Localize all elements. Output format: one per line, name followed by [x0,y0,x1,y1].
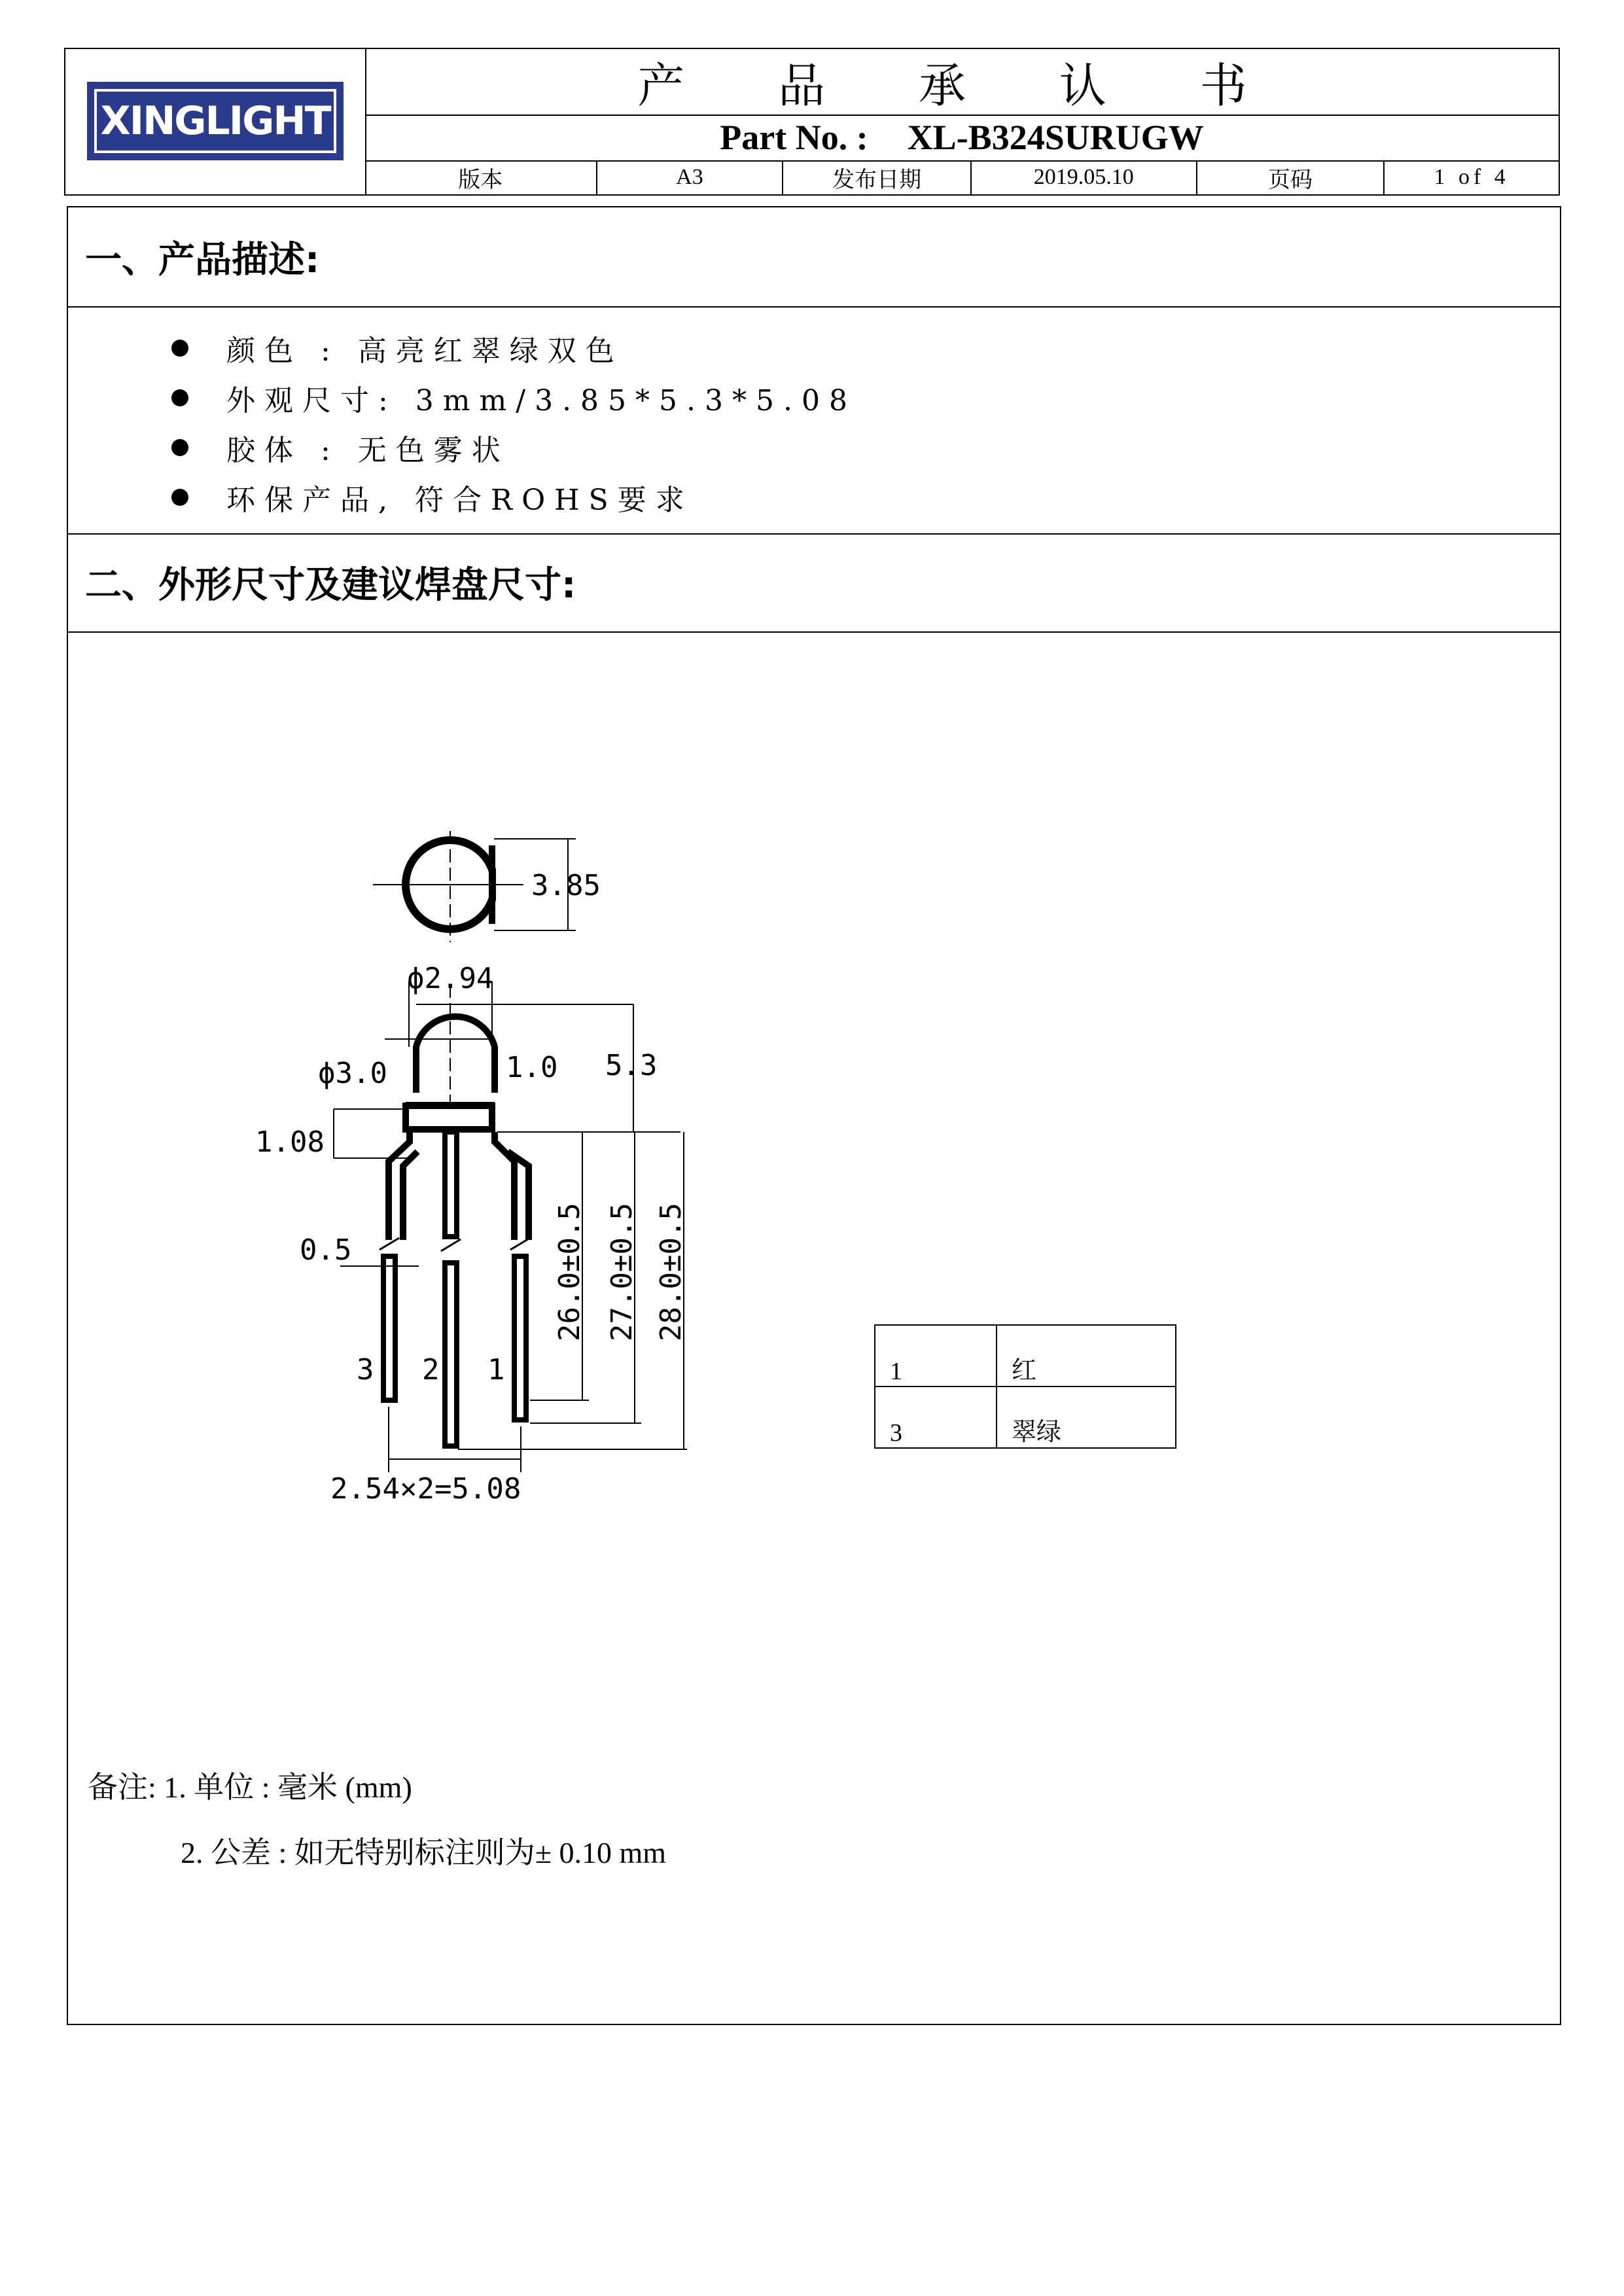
pin-number: 1 [875,1325,997,1386]
dim-body-diameter: ϕ3.0 [318,1057,387,1090]
version-value: A3 [597,160,784,194]
dim-flange: 3.85 [531,869,601,902]
dim-lens-diameter: ϕ2.94 [407,962,494,995]
document-header [64,48,1560,196]
dim-lead-length-2: 27.0±0.5 [605,1203,639,1341]
list-item [171,327,624,369]
pin-color: 红 [997,1325,1176,1386]
list-item-text: 颜色 : 高亮红翠绿双色 [226,334,624,368]
bullet-icon [171,439,188,456]
section-dimensions-title: 二、外形尺寸及建议焊盘尺寸: [68,533,1560,633]
date-value: 2019.05.10 [972,160,1197,194]
pin-label: 3 [357,1353,374,1386]
meta-row [365,160,1559,194]
pin-label: 2 [422,1353,440,1386]
pin-label: 1 [487,1353,505,1386]
table-row [875,1386,1176,1448]
document-title: 产 品 承 认 书 [365,49,1559,116]
list-item-text: 外观尺寸: 3mm/3.85*5.3*5.08 [226,384,856,417]
bullet-icon [171,389,188,406]
bullet-icon [171,489,188,506]
pin-color: 翠绿 [997,1386,1176,1448]
list-item [171,377,856,419]
part-number-label: Part No. : [720,118,868,157]
page-value: 1 of 4 [1434,165,1509,189]
part-number-value: XL-B324SURUGW [907,118,1204,157]
note-tolerance: 2. 公差 : 如无特别标注则为± 0.10 mm [181,1836,667,1869]
date-label: 发布日期 [783,160,972,194]
version-label: 版本 [365,160,597,194]
logo-cell [65,49,366,194]
page-label: 页码 [1197,160,1385,194]
section-product-description-title: 一、产品描述: [68,207,1560,308]
dim-lead-length-3: 28.0±0.5 [654,1203,688,1341]
note-units: 备注: 1. 单位 : 毫米 (mm) [88,1771,412,1804]
dim-pitch: 2.54×2=5.08 [330,1472,521,1506]
company-logo [87,82,344,160]
bullet-icon [171,340,188,357]
list-item [171,476,694,518]
pin-color-table [874,1324,1176,1449]
dim-flange-height: 1.08 [255,1125,325,1159]
dim-height: 5.3 [605,1049,658,1082]
part-number-row [365,115,1559,162]
dim-lead-length-1: 26.0±0.5 [553,1203,586,1341]
main-frame [67,206,1561,2025]
description-list [68,308,1560,535]
table-row [875,1325,1176,1386]
list-item-text: 胶体 : 无色雾状 [226,434,510,467]
pin-number: 3 [875,1386,997,1448]
list-item [171,427,510,468]
dim-lead-width: 0.5 [300,1233,352,1267]
dim-lens-offset: 1.0 [506,1051,558,1084]
list-item-text: 环保产品, 符合ROHS要求 [226,484,694,517]
logo-text: XINGLIGHT [94,89,336,153]
